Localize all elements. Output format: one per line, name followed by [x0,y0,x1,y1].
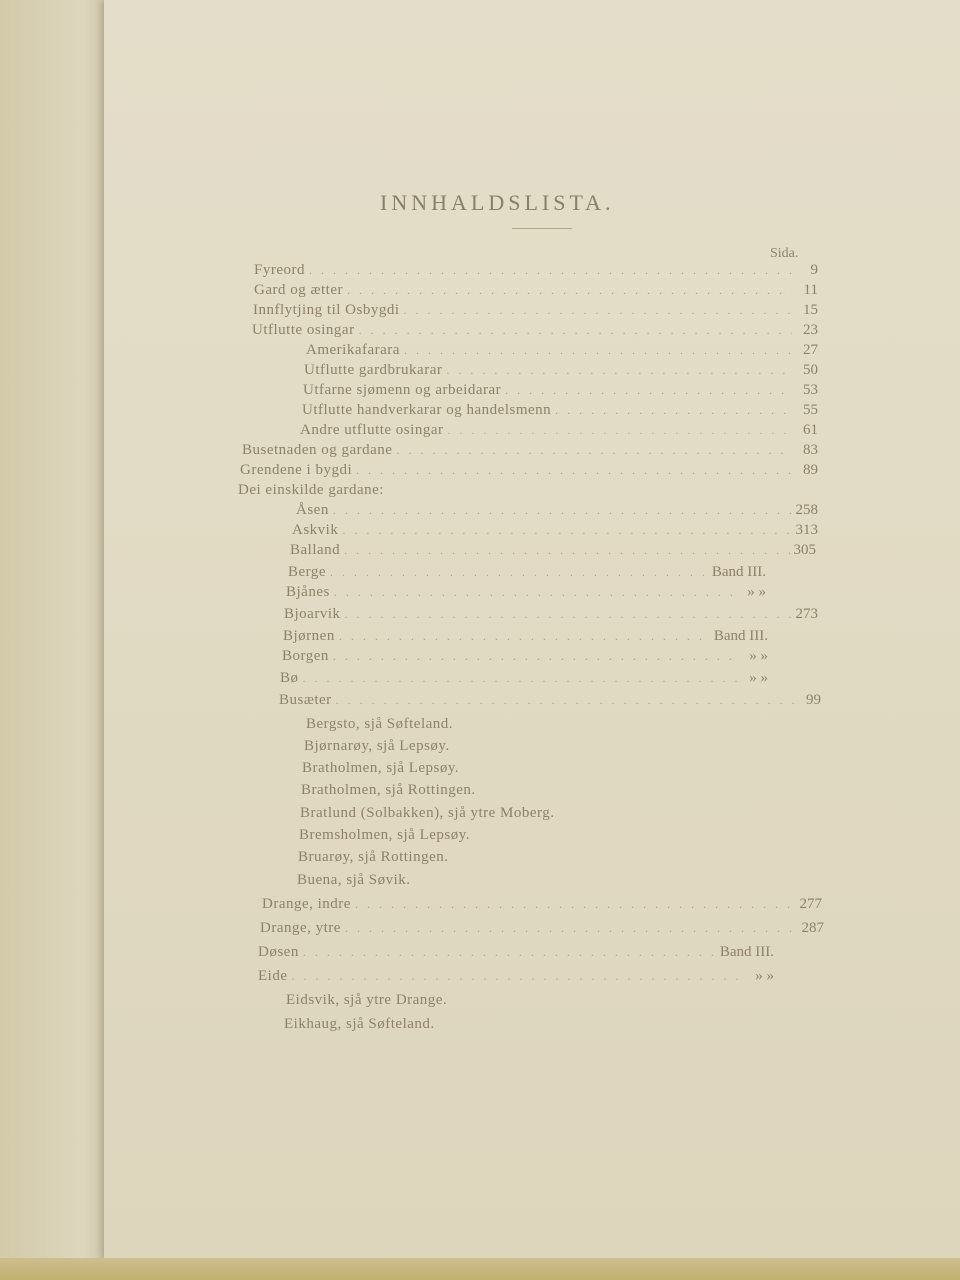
toc-cross-reference: Bruarøy, sjå Rottingen. [298,849,449,865]
toc-entry-page: » » [749,648,768,664]
toc-cross-reference: Bratlund (Solbakken), sjå ytre Moberg. [300,805,555,821]
facing-page [0,0,118,1280]
page-title: INNHALDSLISTA. [380,190,615,215]
toc-entry-label: Busetnaden og gardane [242,442,393,458]
toc-entry-page: 50 [803,362,818,378]
toc-entry-label: Gard og ætter [254,282,343,298]
toc-cross-reference: Buena, sjå Søvik. [297,872,411,888]
toc-entry-label: Drange, ytre [260,920,341,936]
toc-entry [286,584,766,604]
toc-entry-label: Berge [288,564,327,580]
toc-cross-reference: Eidsvik, sjå ytre Drange. [286,992,448,1008]
toc-entry-label: Bjørnen [283,628,335,644]
toc-entry [283,628,768,648]
toc-entry-page: 273 [795,606,818,622]
toc-entry [290,542,816,562]
toc-entry-label: Amerikafarara [306,342,400,358]
toc-entry [253,302,818,322]
toc-entry [254,282,818,302]
toc-entry-page: » » [747,584,766,600]
toc-entry [304,362,818,382]
toc-entry [302,402,818,422]
toc-entry [284,606,818,626]
toc-cross-reference: Bergsto, sjå Søfteland. [306,716,454,732]
toc-entry-page: 287 [801,920,824,936]
title-divider [512,228,572,229]
toc-entry-page: 277 [799,896,822,912]
toc-entry-page: 258 [795,502,818,518]
toc-entry-page: 55 [803,402,818,418]
toc-entry-page: Band III. [713,628,768,644]
toc-cross-reference: Bjørnarøy, sjå Lepsøy. [304,738,450,754]
toc-entry-label: Drange, indre [262,896,351,912]
toc-entry-page: » » [749,670,768,686]
toc-entry [306,342,818,362]
toc-entry-page: Band III. [719,944,774,960]
toc-entry [262,896,822,916]
toc-entry-page: 83 [803,442,818,458]
toc-entry [254,262,818,282]
toc-entry-label: Dei einskilde gardane: [238,482,384,498]
toc-cross-reference: Bratholmen, sjå Lepsøy. [302,760,460,776]
toc-entry-page: 23 [803,322,818,338]
toc-entry-label: Utflutte handverkarar og handelsmenn [302,402,552,418]
toc-entry-page: 11 [803,282,818,298]
toc-entry [258,944,774,964]
toc-entry [279,692,821,712]
toc-entry-label: Døsen [258,944,299,960]
toc-entry-label: Utflutte gardbrukarar [304,362,443,378]
toc-entry-label: Innflytjing til Osbygdi [253,302,400,318]
toc-entry-page: 9 [810,262,818,278]
toc-entry-label: Grendene i bygdi [240,462,353,478]
toc-entry-label: Eide [258,968,288,984]
toc-entry-label: Utfarne sjømenn og arbeidarar [303,382,502,398]
toc-entry [280,670,768,690]
toc-entry-label: Busæter [279,692,332,708]
toc-section-heading [238,482,538,502]
toc-entry-page: 305 [793,542,816,558]
toc-entry-page: 53 [803,382,818,398]
toc-entry [260,920,824,940]
toc-entry [242,442,818,462]
toc-entry-page: 99 [806,692,821,708]
toc-entry [300,422,818,442]
toc-entry-label: Utflutte osingar [252,322,355,338]
toc-entry [288,564,766,584]
toc-entry-label: Fyreord [254,262,305,278]
page-bottom-edge [0,1258,960,1280]
toc-entry [292,522,818,542]
toc-entry-page: » » [755,968,774,984]
toc-entry-page: 61 [803,422,818,438]
toc-entry [303,382,818,402]
toc-entry-page: 27 [803,342,818,358]
toc-entry-page: 15 [803,302,818,318]
toc-entry-label: Andre utflutte osingar [300,422,444,438]
toc-entry-page: 313 [795,522,818,538]
toc-entry-label: Bø [280,670,299,686]
toc-entry-label: Bjånes [286,584,330,600]
toc-cross-reference: Bratholmen, sjå Rottingen. [301,782,476,798]
toc-cross-reference: Eikhaug, sjå Søfteland. [284,1016,435,1032]
toc-entry [258,968,774,988]
toc-entry [240,462,818,482]
toc-entry [282,648,768,668]
toc-entry [252,322,818,342]
toc-entry-label: Bjoarvik [284,606,341,622]
toc-entry [296,502,818,522]
toc-entry-label: Balland [290,542,341,558]
page-column-header: Sida. [770,246,799,261]
toc-cross-reference: Bremsholmen, sjå Lepsøy. [299,827,471,843]
toc-entry-label: Åsen [296,502,329,518]
toc-entry-page: 89 [803,462,818,478]
toc-entry-label: Askvik [292,522,339,538]
toc-entry-label: Borgen [282,648,329,664]
toc-entry-page: Band III. [711,564,766,580]
